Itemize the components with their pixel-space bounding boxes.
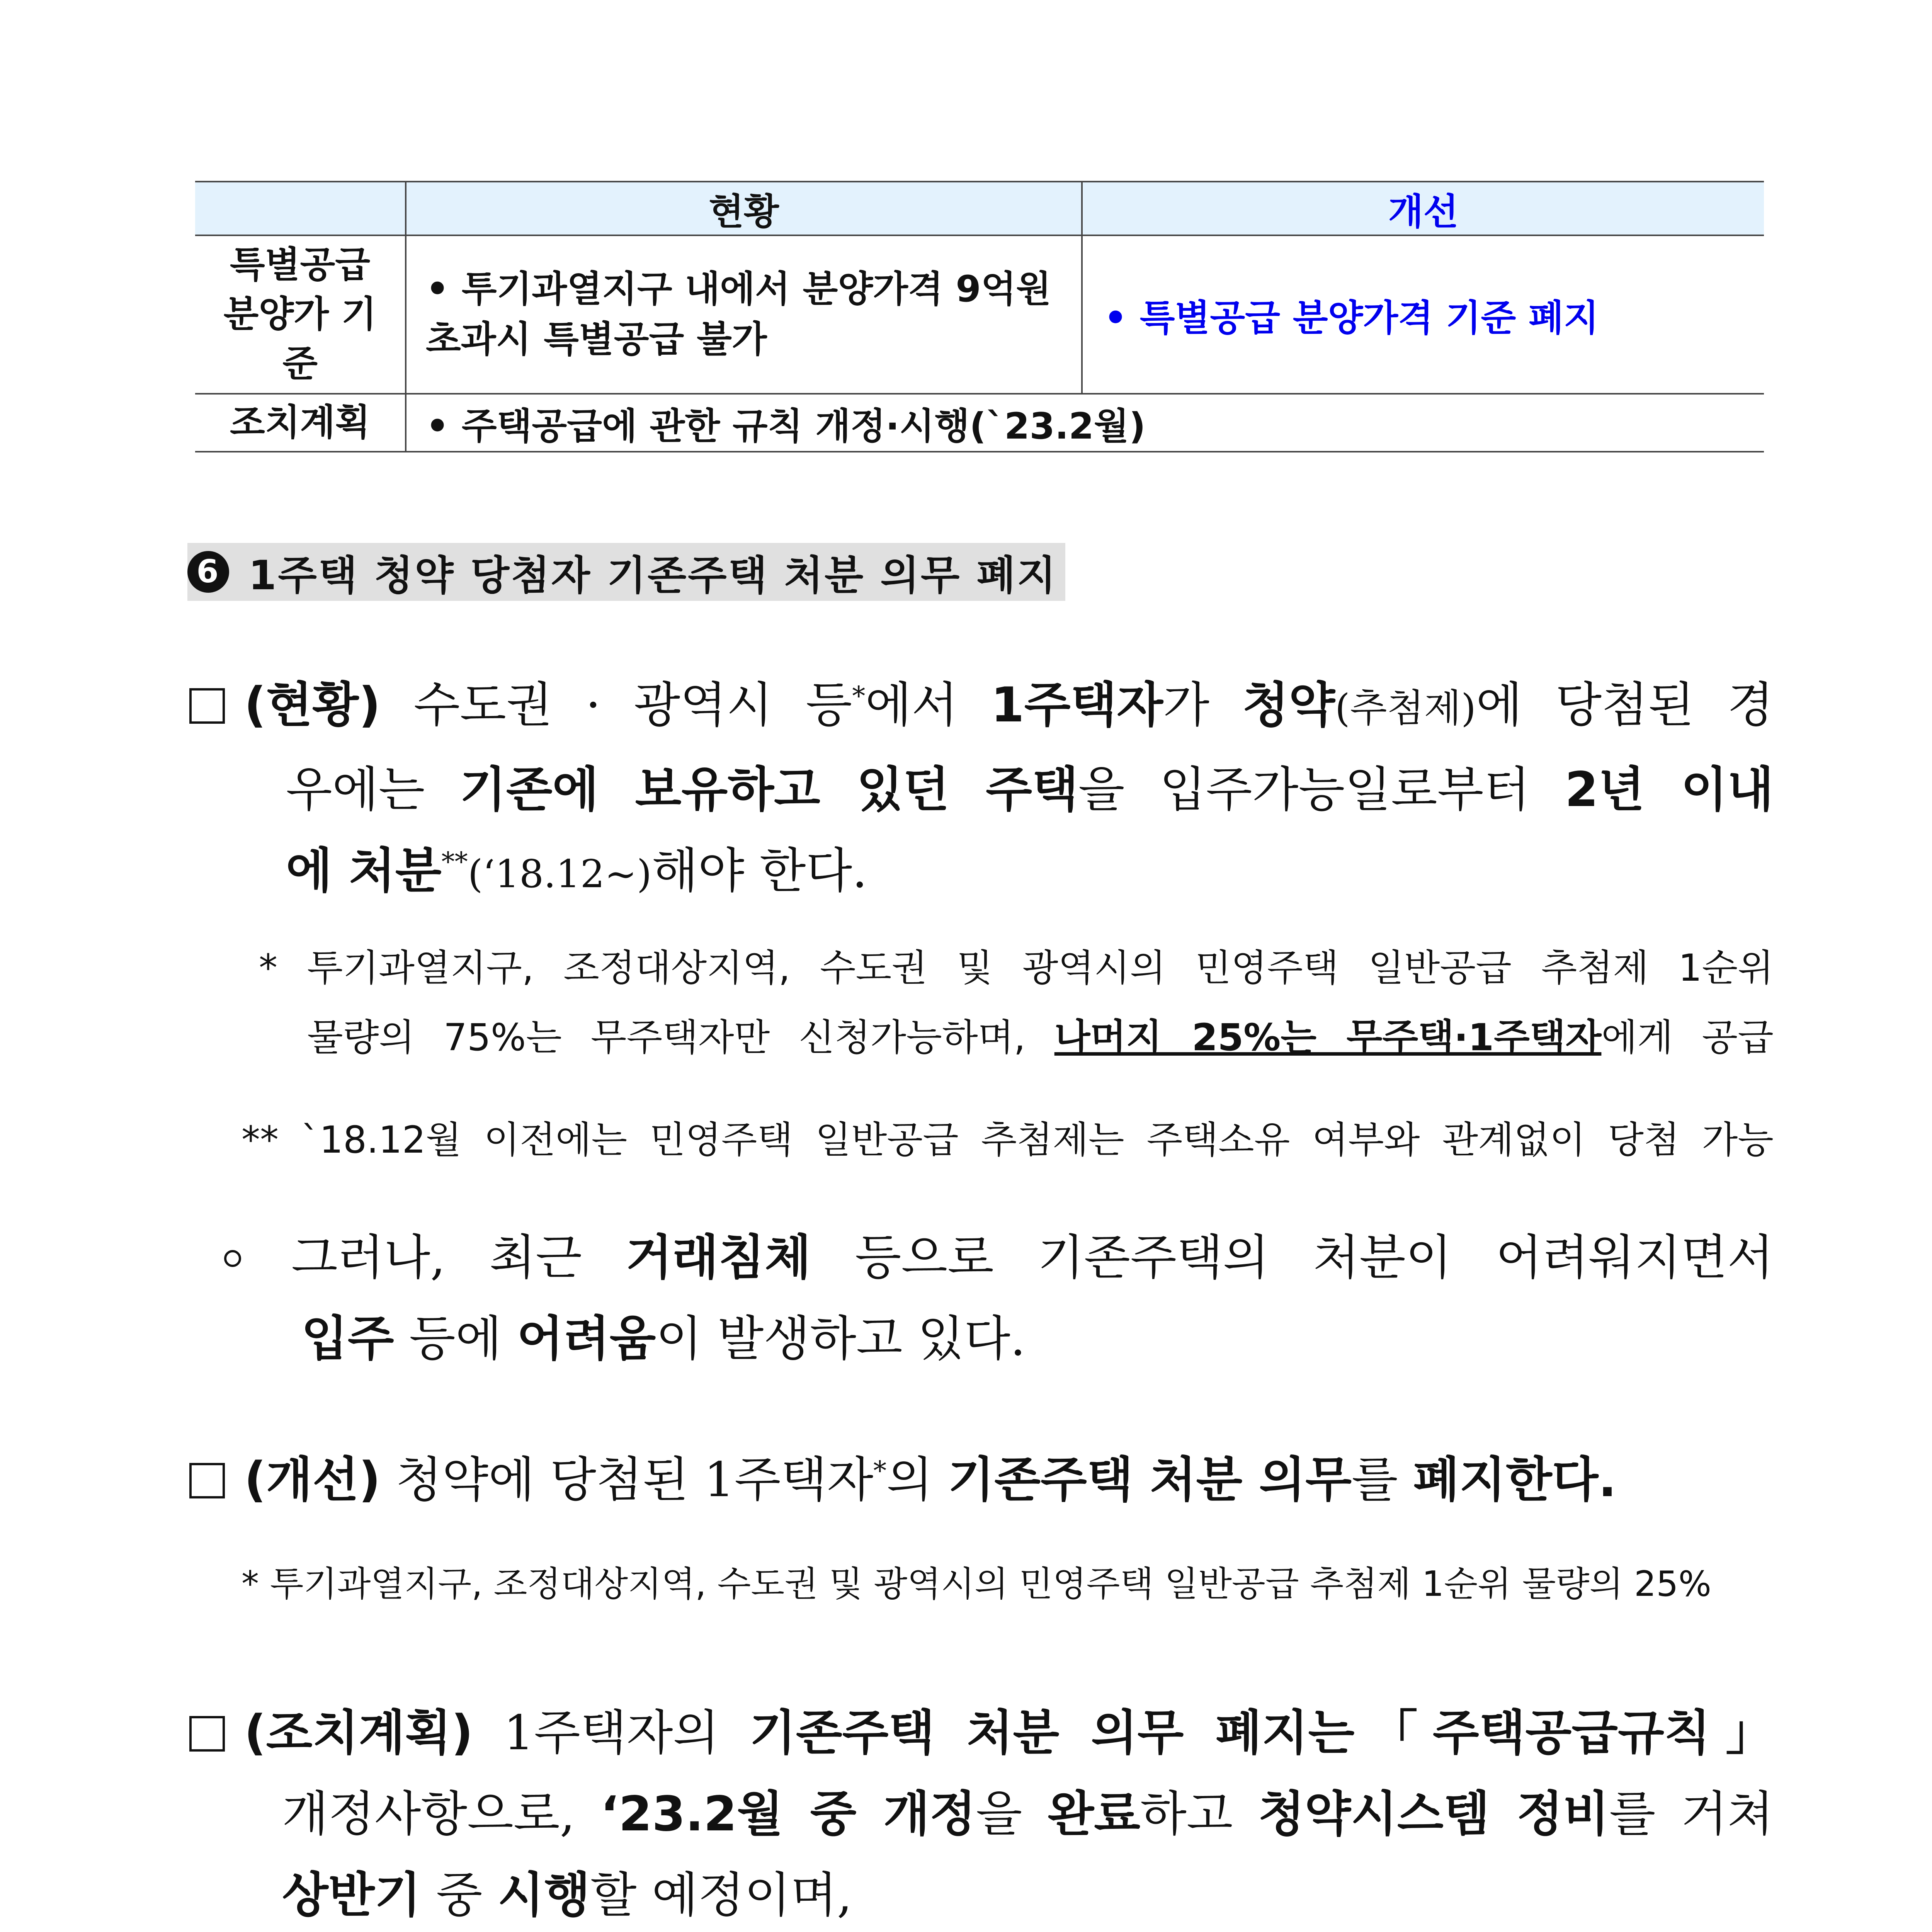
cell-improved-price-criteria: • 특별공급 분양가격 기준 폐지 bbox=[1082, 235, 1764, 394]
paragraph-current-status: (현황) 수도권 · 광역시 등*에서 1주택자가 청약(추첨제)에 당첨된 경 우에는 기존에 보유하고 있던 주택을 입주가능일로부터 2년 이내 에 처분**(‘18.12~)해야 한다. bbox=[189, 665, 1774, 915]
table-header-blank bbox=[195, 182, 406, 235]
section-number-badge: 6 bbox=[187, 551, 229, 593]
row-label-action-plan: 조치계획 bbox=[195, 394, 406, 452]
checkbox-square-icon bbox=[189, 688, 225, 724]
footnote-improvement: * 투기과열지구, 조정대상지역, 수도권 및 광역시의 민영주택 일반공급 추첨제 1순위 물량의 25% bbox=[242, 1564, 1712, 1604]
footnote-single: * 투기과열지구, 조정대상지역, 수도권 및 광역시의 민영주택 일반공급 추첨제 1순위 물량의 75%는 무주택자만 신청가능하며, 나머지 25%는 무주택·1주택자에게 공급 bbox=[259, 946, 1774, 1059]
paragraph-improvement: (개선) 청약에 당첨된 1주택자*의 기존주택 처분 의무를 폐지한다. bbox=[189, 1439, 1774, 1520]
section-title: 1주택 청약 당첨자 기존주택 처분 의무 폐지 bbox=[248, 552, 1058, 599]
checkbox-square-icon bbox=[189, 1716, 225, 1752]
paragraph-action-plan: (조치계획) 1주택자의 기존주택 처분 의무 폐지는「주택공급규칙」 개정사항으로, ‘23.2월 중 개정을 완료하고 청약시스템 정비를 거쳐 상반기 중 시행할 예정이며, bbox=[189, 1692, 1774, 1932]
table-header-current: 현황 bbox=[406, 182, 1082, 235]
footnote-double: ** `18.12월 이전에는 민영주택 일반공급 추첨제는 주택소유 여부와 관계없이 당첨 가능 bbox=[242, 1118, 1774, 1162]
table-special-supply bbox=[195, 181, 1764, 452]
bullet-circle-icon bbox=[224, 1250, 241, 1267]
row-label-price-criteria: 특별공급 분양가 기준 bbox=[195, 235, 406, 394]
section-heading bbox=[187, 543, 1065, 601]
checkbox-square-icon bbox=[189, 1463, 225, 1498]
table-header-improved: 개선 bbox=[1082, 182, 1764, 235]
cell-action-plan: • 주택공급에 관한 규칙 개정·시행(`23.2월) bbox=[406, 394, 1764, 452]
cell-current-price-criteria: • 투기과열지구 내에서 분양가격 9억원 초과시 특별공급 불가 bbox=[406, 235, 1082, 394]
paragraph-however: 그러나, 최근 거래침체 등으로 기존주택의 처분이 어려워지면서 입주 등에 어려움이 발생하고 있다. bbox=[224, 1217, 1774, 1379]
